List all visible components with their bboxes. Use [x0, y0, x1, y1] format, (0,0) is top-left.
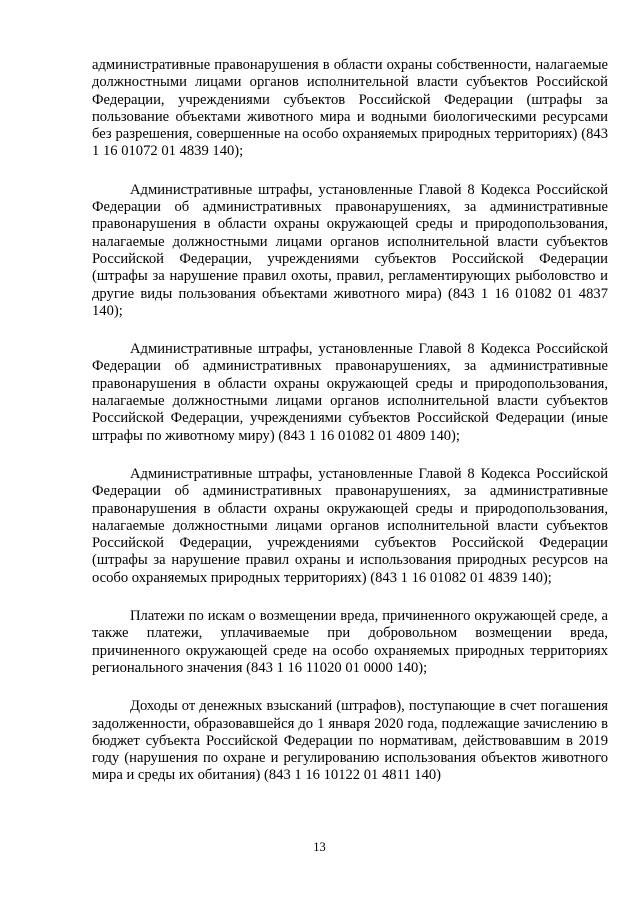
document-page: [92, 57, 608, 806]
paragraph-fines-protected-areas: Административные штрафы, установленные Главой 8 Кодекса Российской Федерации об административных правонарушениях, за административные правонарушения в области охраны окружающей среды и природопользования, налагаемые должностными лицами органов исполнительной власти субъектов Российской Федерации, учреждениями субъектов Российской Федерации (штрафы за нарушение правил охраны и использования природных ресурсов на особо охраняемых природных территориях) (843 1 16 01082 01 4839 140);: [92, 465, 608, 586]
paragraph-fines-other-wildlife: Административные штрафы, установленные Главой 8 Кодекса Российской Федерации об административных правонарушениях, за административные правонарушения в области охраны окружающей среды и природопользования, налагаемые должностными лицами органов исполнительной власти субъектов Российской Федерации, учреждениями субъектов Российской Федерации (иные штрафы по животному миру) (843 1 16 01082 01 4809 140);: [92, 341, 608, 444]
paragraph-continuation: административные правонарушения в области охраны собственности, налагаемые должностными лицами органов исполнительной власти субъектов Российской Федерации, учреждениями субъектов Российской Федерации (штрафы за пользование объектами животного мира и водными биологическими ресурсами без разрешения, совершенные на особо охраняемых природных территориях) (843 1 16 01072 01 4839 140);: [92, 57, 608, 160]
page-number: 13: [313, 840, 326, 854]
paragraph-fines-hunting: Административные штрафы, установленные Главой 8 Кодекса Российской Федерации об административных правонарушениях, за административные правонарушения в области охраны окружающей среды и природопользования, налагаемые должностными лицами органов исполнительной власти субъектов Российской Федерации, учреждениями субъектов Российской Федерации (штрафы за нарушение правил охоты, правил, регламентирующих рыболовство и другие виды пользования объектами животного мира) (843 1 16 01082 01 4837 140);: [92, 181, 608, 319]
paragraph-debt-revenues: Доходы от денежных взысканий (штрафов), поступающие в счет погашения задолженности, образовавшейся до 1 января 2020 года, подлежащие зачислению в бюджет субъекта Российской Федерации по нормативам, действовавшим в 2019 году (нарушения по охране и регулированию использования объектов животного мира и среды их обитания) (843 1 16 10122 01 4811 140): [92, 698, 608, 784]
paragraph-damage-claims: Платежи по искам о возмещении вреда, причиненного окружающей среде, а также платежи, уплачиваемые при добровольном возмещении вреда, причиненного окружающей среде на особо охраняемых природных территориях регионального значения (843 1 16 11020 01 0000 140);: [92, 608, 608, 676]
